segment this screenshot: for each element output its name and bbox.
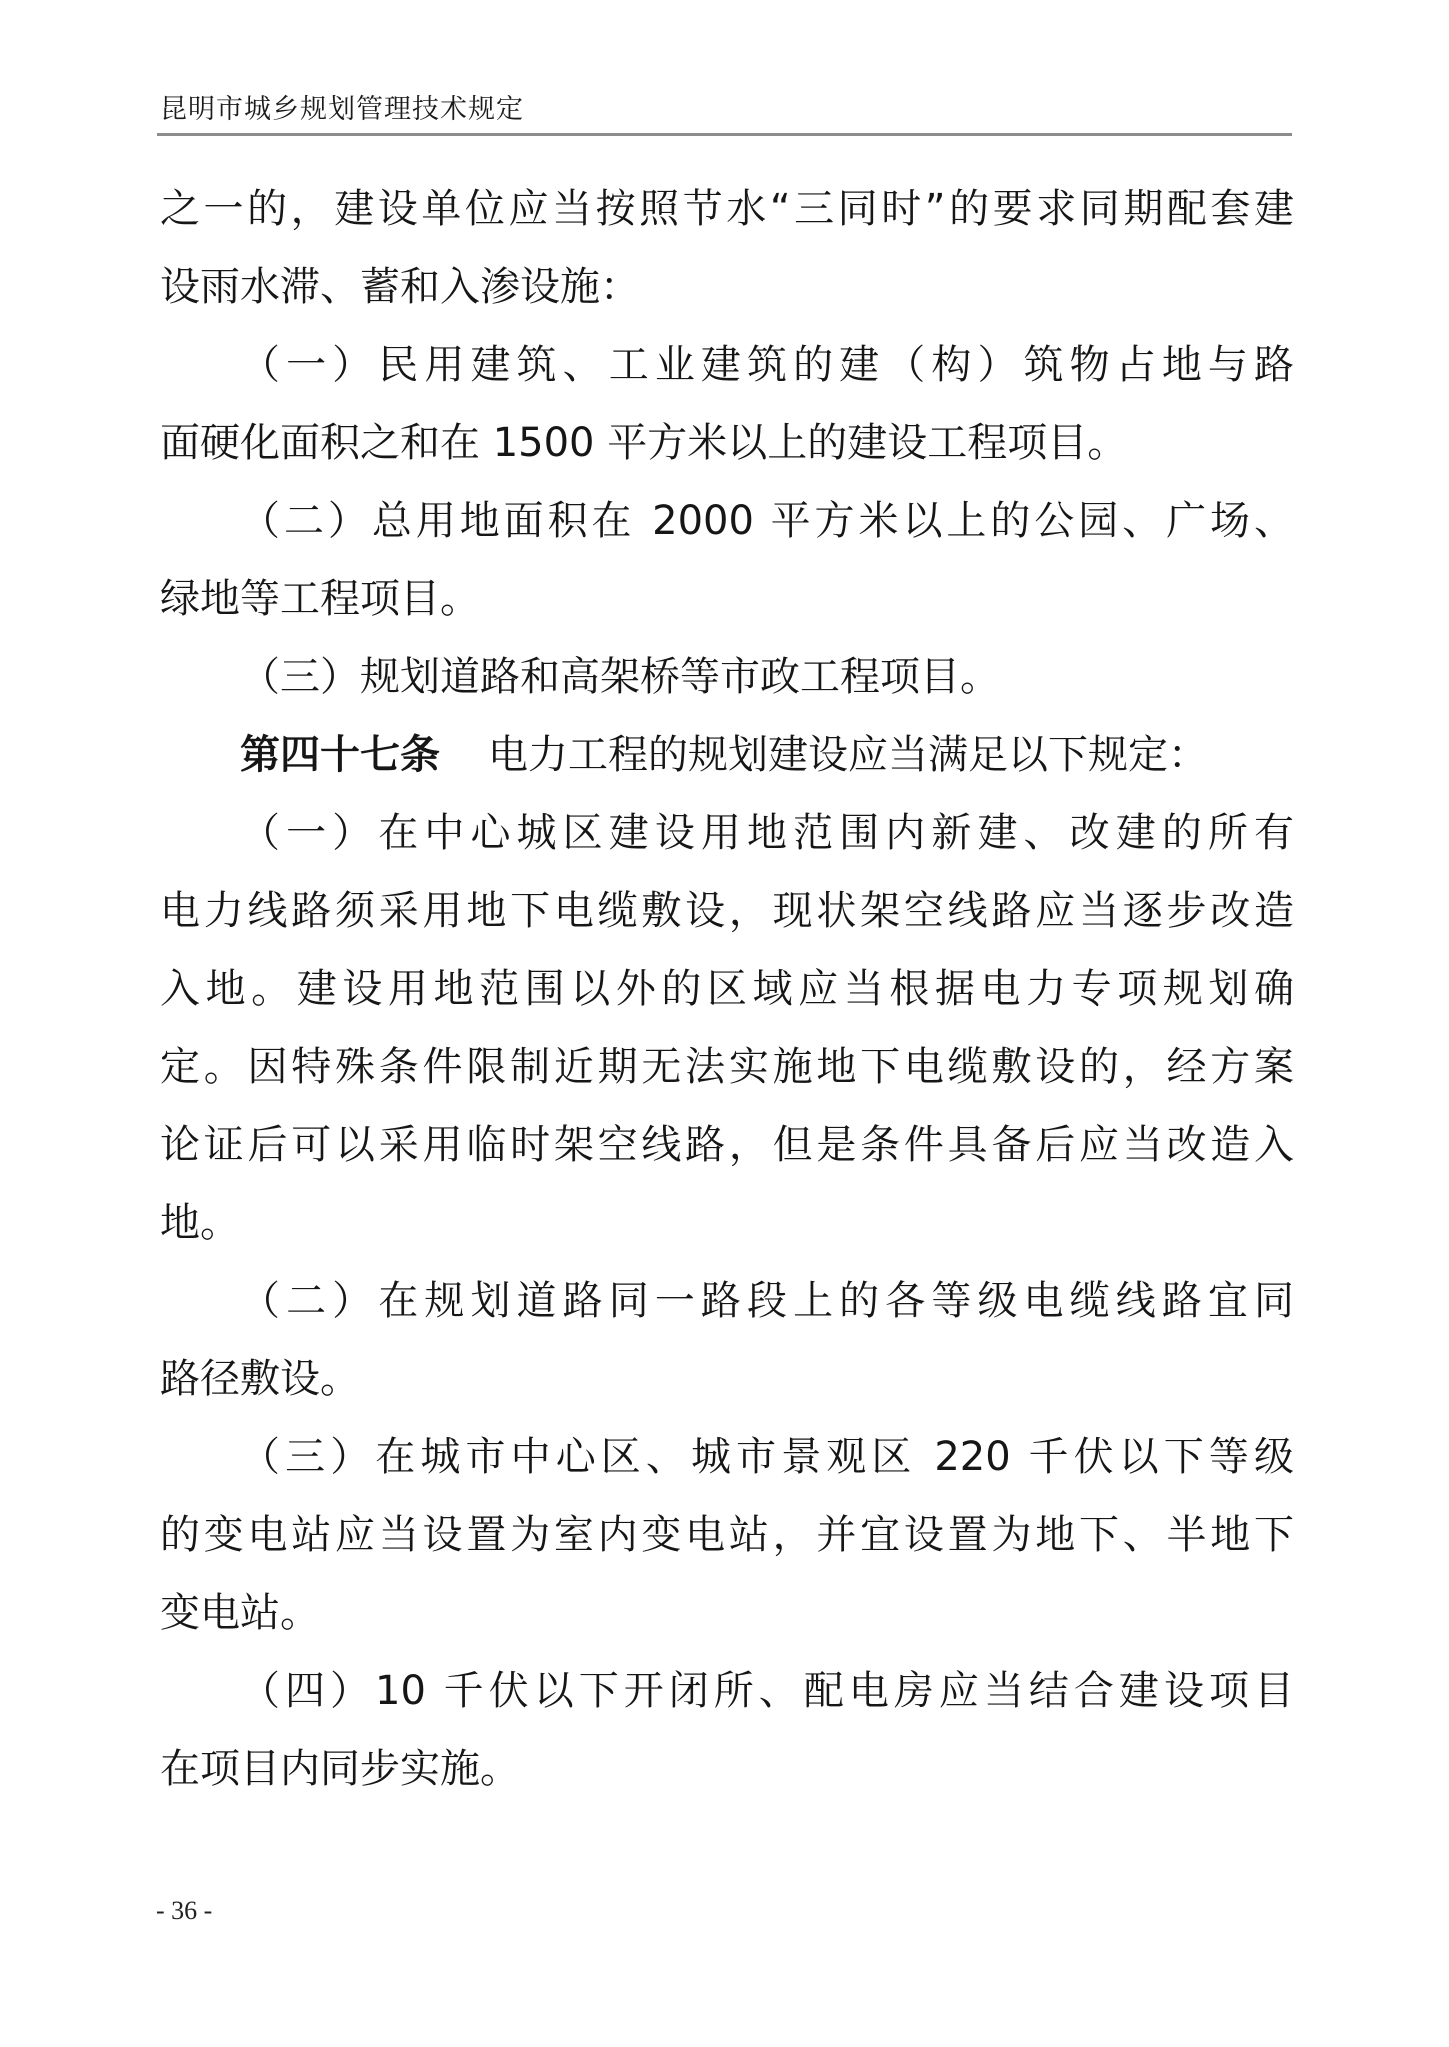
article-lead-text: 电力工程的规划建设应当满足以下规定： [488,732,1208,778]
paragraph-item-1 [160,326,1294,482]
document-body [160,170,1294,1808]
text-line: （三）在城市中心区、城市景观区 220 千伏以下等级 [240,1434,1294,1480]
paragraph-item-3 [160,638,1294,716]
text-line: 的变电站应当设置为室内变电站，并宜设置为地下、半地下 [160,1512,1294,1558]
text-line: （四）10 千伏以下开闭所、配电房应当结合建设项目 [240,1668,1294,1714]
paragraph-art47-item-2 [160,1262,1294,1418]
text-line: 路径敷设。 [160,1356,360,1402]
paragraph-art47-item-4 [160,1652,1294,1808]
paragraph-continuation [160,170,1294,326]
text-line: 设雨水滞、蓄和入渗设施： [160,264,640,310]
text-line: （三）规划道路和高架桥等市政工程项目。 [240,654,1000,700]
paragraph-article-47 [160,716,1294,794]
text-line: 绿地等工程项目。 [160,576,480,622]
text-line: 地。 [160,1200,240,1246]
page-number: - 36 - [156,1896,213,1925]
text-line: （一）民用建筑、工业建筑的建（构）筑物占地与路 [240,342,1294,388]
text-line: 变电站。 [160,1590,320,1636]
paragraph-art47-item-3 [160,1418,1294,1652]
text-line: 面硬化面积之和在 1500 平方米以上的建设工程项目。 [160,420,1128,466]
text-line: （一）在中心城区建设用地范围内新建、改建的所有 [240,810,1294,856]
text-line: 电力线路须采用地下电缆敷设，现状架空线路应当逐步改造 [160,888,1294,934]
text-line: 在项目内同步实施。 [160,1746,520,1792]
paragraph-art47-item-1 [160,794,1294,1262]
text-line: （二）总用地面积在 2000 平方米以上的公园、广场、 [240,498,1294,544]
header-divider [157,133,1292,136]
text-line: （二）在规划道路同一路段上的各等级电缆线路宜同 [240,1278,1294,1324]
text-line [160,716,1294,794]
paragraph-item-2 [160,482,1294,638]
article-heading: 第四十七条 [240,732,440,778]
text-line: 之一的，建设单位应当按照节水“三同时”的要求同期配套建 [160,186,1294,232]
text-line: 入地。建设用地范围以外的区域应当根据电力专项规划确 [160,966,1294,1012]
running-header-title: 昆明市城乡规划管理技术规定 [160,94,524,125]
text-line: 论证后可以采用临时架空线路，但是条件具备后应当改造入 [160,1122,1294,1168]
text-line: 定。因特殊条件限制近期无法实施地下电缆敷设的，经方案 [160,1044,1294,1090]
